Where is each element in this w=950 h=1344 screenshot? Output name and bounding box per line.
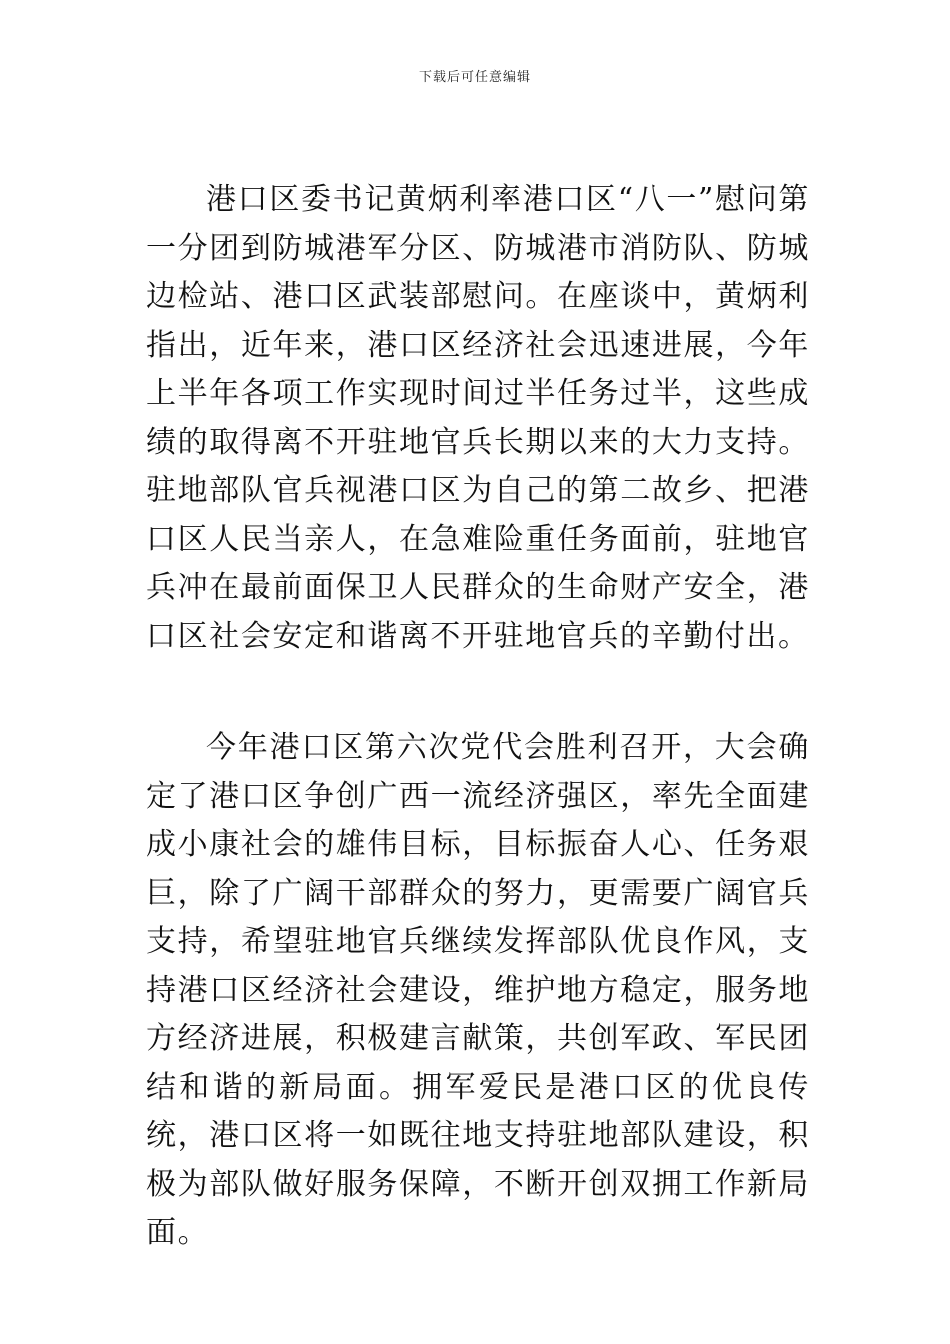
body-paragraph-1: 港口区委书记黄炳利率港口区“八一”慰问第一分团到防城港军分区、防城港市消防队、防城边检站、港口区武装部慰问。在座谈中，黄炳利指出，近年来，港口区经济社会迅速进展，今年上半年各项工作实现时间过半任务过半，这些成绩的取得离不开驻地官兵长期以来的大力支持。驻地部队官兵视港口区为自己的第二故乡、把港口区人民当亲人，在急难险重任务面前，驻地官兵冲在最前面保卫人民群众的生命财产安全，港口区社会安定和谐离不开驻地官兵的辛勤付出。 <box>146 182 810 654</box>
header-note: 下载后可任意编辑 <box>418 70 531 85</box>
body-paragraph-2: 今年港口区第六次党代会胜利召开，大会确定了港口区争创广西一流经济强区，率先全面建成小康社会的雄伟目标，目标振奋人心、任务艰巨，除了广阔干部群众的努力，更需要广阔官兵支持，希望驻地官兵继续发挥部队优良作风，支持港口区经济社会建设，维护地方稳定，服务地方经济进展，积极建言献策，共创军政、军民团结和谐的新局面。拥军爱民是港口区的优良传统，港口区将一如既往地支持驻地部队建设，积极为部队做好服务保障，不断开创双拥工作新局面。 <box>146 730 810 1250</box>
